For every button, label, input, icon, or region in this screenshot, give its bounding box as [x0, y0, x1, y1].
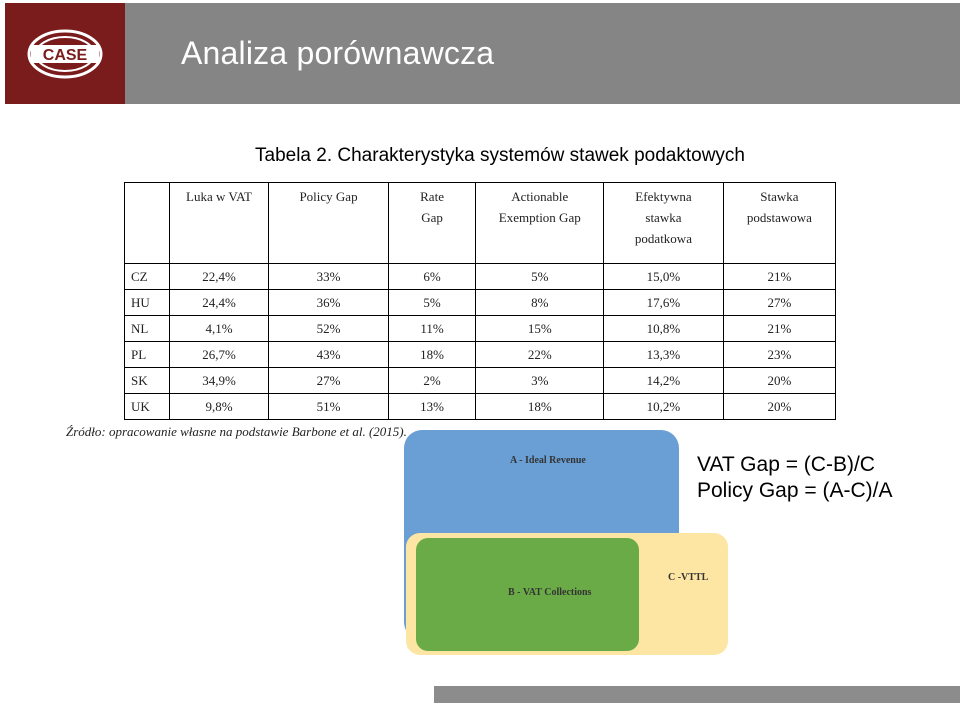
country-cell: UK [125, 394, 170, 420]
header-bar [5, 3, 960, 104]
vat-gap-formula: VAT Gap = (C-B)/C [697, 453, 875, 476]
value-cell: 4,1% [169, 316, 269, 342]
logo-text: CASE [42, 47, 88, 64]
page-title: Analiza porównawcza [181, 35, 495, 71]
country-cell: CZ [125, 264, 170, 290]
value-cell: 17,6% [604, 290, 724, 316]
value-cell: 23% [723, 342, 835, 368]
value-cell: 43% [269, 342, 388, 368]
value-cell: 18% [388, 342, 476, 368]
value-cell: 10,8% [604, 316, 724, 342]
value-cell: 52% [269, 316, 388, 342]
column-header: Efektywna stawka podatkowa [604, 183, 724, 264]
value-cell: 2% [388, 368, 476, 394]
vat-gap-diagram [404, 430, 734, 660]
value-cell: 26,7% [169, 342, 269, 368]
value-cell: 27% [723, 290, 835, 316]
vttl-label: C -VTTL [668, 572, 709, 583]
value-cell: 22,4% [169, 264, 269, 290]
table-row [125, 342, 836, 368]
value-cell: 10,2% [604, 394, 724, 420]
value-cell: 13% [388, 394, 476, 420]
column-header: Luka w VAT [169, 183, 269, 264]
value-cell: 20% [723, 394, 835, 420]
value-cell: 14,2% [604, 368, 724, 394]
table-row [125, 290, 836, 316]
case-logo [5, 3, 125, 104]
value-cell: 5% [388, 290, 476, 316]
column-header: Stawka podstawowa [723, 183, 835, 264]
table-caption: Tabela 2. Charakterystyka systemów stawek podaktowych [255, 145, 745, 166]
ideal-revenue-label: A - Ideal Revenue [510, 455, 586, 466]
value-cell: 15,0% [604, 264, 724, 290]
value-cell: 18% [476, 394, 604, 420]
value-cell: 11% [388, 316, 476, 342]
column-header [125, 183, 170, 264]
column-header: Actionable Exemption Gap [476, 183, 604, 264]
value-cell: 21% [723, 264, 835, 290]
table-row [125, 394, 836, 420]
value-cell: 33% [269, 264, 388, 290]
country-cell: HU [125, 290, 170, 316]
value-cell: 24,4% [169, 290, 269, 316]
value-cell: 36% [269, 290, 388, 316]
column-header: Policy Gap [269, 183, 388, 264]
vat-rates-table [124, 182, 836, 420]
value-cell: 3% [476, 368, 604, 394]
value-cell: 21% [723, 316, 835, 342]
value-cell: 27% [269, 368, 388, 394]
country-cell: PL [125, 342, 170, 368]
value-cell: 51% [269, 394, 388, 420]
table-header-row [125, 183, 836, 264]
country-cell: SK [125, 368, 170, 394]
vat-collections-label: B - VAT Collections [508, 587, 592, 598]
value-cell: 8% [476, 290, 604, 316]
value-cell: 20% [723, 368, 835, 394]
value-cell: 22% [476, 342, 604, 368]
value-cell: 9,8% [169, 394, 269, 420]
table-row [125, 368, 836, 394]
column-header: Rate Gap [388, 183, 476, 264]
table-row [125, 264, 836, 290]
country-cell: NL [125, 316, 170, 342]
value-cell: 5% [476, 264, 604, 290]
policy-gap-formula: Policy Gap = (A-C)/A [697, 479, 893, 502]
table-body [125, 264, 836, 420]
value-cell: 13,3% [604, 342, 724, 368]
table-source-note: Źródło: opracowanie własne na podstawie Barbone et al. (2015). [66, 424, 407, 439]
case-logo-icon [27, 29, 103, 79]
value-cell: 6% [388, 264, 476, 290]
value-cell: 15% [476, 316, 604, 342]
value-cell: 34,9% [169, 368, 269, 394]
gap-formulas [697, 452, 892, 504]
footer-bar [434, 686, 960, 703]
table-row [125, 316, 836, 342]
